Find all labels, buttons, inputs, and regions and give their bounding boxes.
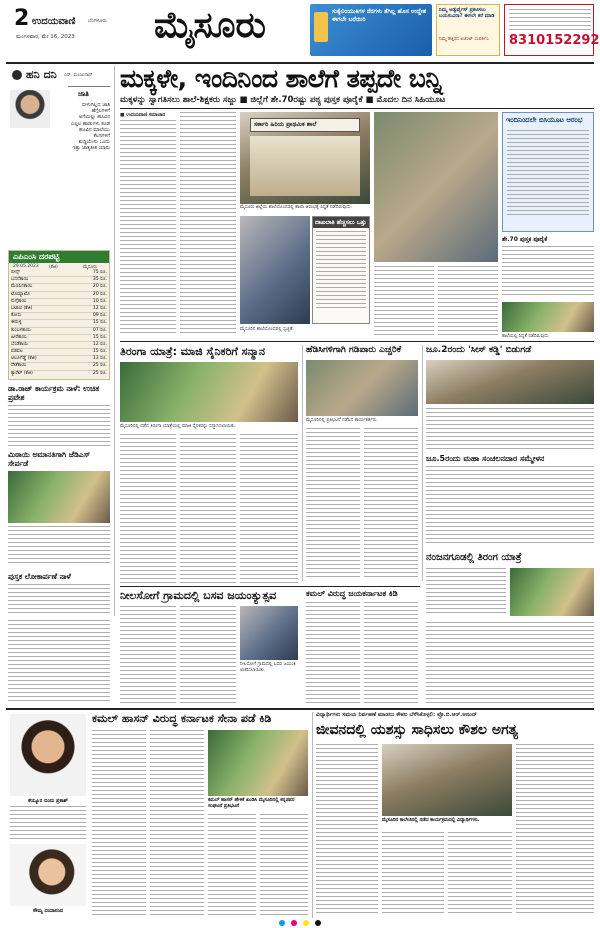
lead-subhead: ಮಕ್ಕಳನ್ನು ಸ್ವಾಗತಿಸಲು ಶಾಲೆ-ಶಿಕ್ಷಕರು ಸಜ್ಜು ■ ಜಿಲ್ಲೆಗೆ ಶೇ.70ರಷ್ಟು ಪಠ್ಯ ಪುಸ್ತಕ ಪೂರೈಕೆ ■ ಮೊದಲ ದಿನ ಸಿಹಿಯೂಟ (120, 95, 446, 105)
mid-divider-2 (422, 345, 423, 581)
rate-item-price: 07 ರೂ. (92, 327, 107, 333)
lead-photo-2-caption: ಮೈಸೂರಿನ ಶಾಲೆಯೊಂದರಲ್ಲಿ ಸ್ವಚ್ಛತೆ. (240, 327, 294, 332)
lead-column-2 (180, 112, 236, 336)
poem-line: ಎಲ್ಲಲ ಹಾಡುಗಳು ಕೂಡ (70, 120, 110, 127)
portrait-2 (10, 844, 86, 906)
ad3-phone: 8310152292 (509, 33, 600, 48)
rate-item-name: ಕ್ಯಾರೆಟ್ (ಕೆಜಿ) (11, 370, 33, 376)
poem-line: ಹೂವಿನ ಮಾಲೆಯು (79, 126, 110, 133)
hd-caption: ಮೈಸೂರಿನಲ್ಲಿ ಪ್ರತಿಭಟನೆ ನಡೆಸಿದ ಕಾರ್ಯಕರ್ತರು. (306, 418, 378, 423)
rate-item-name: ಈರುಳ್ಳಿ (11, 320, 22, 326)
rate-item-price: 13 ರೂ. (92, 356, 107, 362)
hd-photo (306, 360, 418, 416)
rate-item-name: ನುಗ್ಗೆಕಾಯಿ (11, 298, 27, 304)
school-sign-text: ಸರ್ಕಾರಿ ಹಿರಿಯ ಪ್ರಾಥಮಿಕ ಶಾಲೆ (254, 121, 317, 128)
bottom-right-kicker: ವಿದ್ಯಾರ್ಥಿಗಳು ಸಮಯ ನಿರ್ವಹಣೆ ಮಾಡಲು ಕೌಶಲ ಬೆಳೆಸಿಕೊಳ್ಳಲಿ: ಪ್ರೊ.ಬಿ.ಆರ್.ಆನಂದ್ (316, 712, 477, 718)
poem-title: ಜಾತಿ (78, 90, 89, 98)
hani-dani-column (8, 68, 110, 250)
rates-date: 29.05.2023 (13, 264, 39, 269)
ad-banner-1[interactable] (310, 4, 432, 56)
ad2-sub: ನಿಮ್ಮ ಹತ್ತಿರದ ಏಜೆಂಟ್ ಸಂಪರ್ಕಿಸಿ (439, 37, 489, 42)
portrait-1-caption: ಕೆಯ್ಯೂರ ಬಿಂದು ಪ್ರಕಾಶ್ (28, 798, 68, 804)
school-sign-board (250, 118, 360, 132)
portrait-1 (10, 714, 86, 796)
rate-row (11, 342, 107, 349)
left-article-3-body (8, 584, 110, 614)
right-photo (502, 302, 594, 332)
basava-caption: ನೀಲಸೋಗೆ ಗ್ರಾಮದಲ್ಲಿ ಬಸವ ಜಯಂತಿ ಆಚರಿಸಲಾಯಿತು. (240, 662, 296, 673)
tiranga-body-1 (120, 434, 176, 584)
hd-body-1 (306, 428, 360, 578)
poem-body (48, 102, 110, 152)
left-article-2-photo (8, 471, 110, 523)
column-author: ಎಸ್. ಮಂಜುನಾಥ್ (64, 73, 93, 78)
paper-name: ಉದಯವಾಣಿ (32, 16, 76, 27)
rate-item-name: ಕುಂಬಳಕಾಯಿ (11, 327, 31, 333)
midday-meal-body (507, 130, 589, 216)
rate-item-name: ಬೀನ್ಸ್ (11, 270, 20, 275)
tiranga-body-3 (240, 434, 298, 584)
bottom-section-rule (6, 708, 594, 710)
registration-marks (200, 920, 400, 926)
rate-item-price: 12 ರೂ. (92, 305, 107, 311)
rates-list (11, 270, 107, 378)
bottom-left-body-3 (208, 814, 256, 916)
rate-item-price: 25 ರೂ. (92, 363, 107, 369)
bottom-left-body-1 (92, 730, 146, 916)
bottom-left-body-4 (260, 814, 308, 916)
bottom-divider (312, 712, 313, 918)
portrait-2-caption: ಸೌಮ್ಯ ದಯಾನಂದ (32, 908, 64, 914)
nanjangud-photo (510, 568, 594, 616)
rate-item-name: ಸೌತೆಕಾಯಿ (11, 363, 27, 369)
bottom-right-headline: ಜೀವನದಲ್ಲಿ ಯಶಸ್ಸು ಸಾಧಿಸಲು ಕೌಶಲ ಅಗತ್ಯ (316, 722, 519, 738)
lead-col-4 (374, 266, 434, 336)
bottom-right-caption: ಮೈಸೂರಿನ ಕಾಲೇಜಿನಲ್ಲಿ ನಡೆದ ಕಾರ್ಯಕ್ರಮದಲ್ಲಿ ವಿದ್ಯಾರ್ಥಿಗಳು. (382, 818, 480, 823)
rate-item-price: 20 ರೂ. (92, 291, 107, 297)
rate-row (11, 320, 107, 327)
bottom-right-body-4 (516, 744, 594, 916)
lead-photo-school (240, 112, 370, 204)
midday-meal-title: ಇಂದಿನಿಂದಲೇ ಬಿಸಿಯೂಟ ಆರಂಭ (506, 116, 583, 124)
bottom-left-body-2 (150, 730, 204, 916)
poem-line: ಹೆಗ್ಗೆಲಗಳಿಗೆ (91, 108, 110, 115)
ad1-text: ಸುಕ್ಕೆಲಿಂಯುಕಿಗಳ ನೆರಗಳು ತೆಗಿಲ್ಲ ಹೊಸ ಉದ್ದೇಶ ಈಗಲೇ ಬರೆಯಿರಿ (332, 8, 427, 23)
basava-body-1 (120, 606, 176, 704)
lead-photo-teacher (374, 112, 498, 262)
poem-line: ಬೀಳುಗಿಲ್ಲದ ಜಾತಿ (81, 102, 110, 108)
left-col-divider (114, 66, 115, 616)
date-line: ಮಂಗಳವಾರ, ಮೇ 16, 2023 (16, 34, 75, 40)
enrollment-box (312, 216, 370, 324)
masthead-city: ಬೆಂಗಳೂರು (88, 18, 107, 24)
june2-photo (426, 360, 594, 404)
enrollment-box-title: ದಾಖಲಾತಿ ಹೆಚ್ಚಿಸಲು ಒತ್ತು (313, 217, 369, 228)
tiranga-body-2 (180, 434, 236, 584)
basava-rule (120, 586, 420, 587)
apmc-rates (8, 250, 110, 380)
rates-header (9, 251, 109, 263)
bottom-left-caption: ಕಮಲ್ ಹಾಸನ್ ಹೇಳಿಕೆ ಖಂಡಿಸಿ ಮೈಸೂರಿನಲ್ಲಿ ಕನ್ನಡಪರ ಸಂಘಟನೆ ಪ್ರತಿಭಟನೆ (208, 798, 295, 809)
ad-banner-2[interactable] (436, 4, 500, 56)
textbook-note-title: ಶೇ.70 ಪುಸ್ತಕ ಪೂರೈಕೆ (502, 236, 548, 243)
rate-item-price: 15 ರೂ. (92, 334, 107, 340)
rate-row (11, 328, 107, 335)
ad-phone-illustration (314, 12, 328, 42)
left-article-2-body (8, 526, 110, 566)
bottom-left-photo (208, 730, 308, 796)
kamal-small-body-2 (364, 602, 418, 704)
masthead (6, 4, 600, 60)
poem-line: ಇತ್ತು ಜಾತ್ಯತೀತ ಯಾರು (72, 145, 110, 152)
column-portrait (10, 90, 50, 128)
lead-col4-body (374, 266, 434, 336)
right-lower-body (426, 622, 594, 704)
rates-title: ಎಪಿಎಂಸಿ ದರಪಟ್ಟಿ (13, 252, 60, 261)
rate-item-price: 25 ರೂ. (92, 370, 107, 376)
lead-photo-caption: ಮೈಸೂರು ಜಿಲ್ಲೆಯ ಶಾಲೆಯೊಂದರಲ್ಲಿ ಶಾಲಾ ಆರಂಭಕ್ಕೆ ಸಿದ್ಧತೆ ನಡೆದಿರುವುದು. (240, 205, 353, 210)
school-building (250, 136, 360, 196)
june5-title: ಜೂ.5ರಂದು ಮಹಾ ಸಂಚಲನದಾರ ಸಮ್ಮೇಳನ (426, 454, 545, 463)
left-article-1-title: ಡಾ.ರಾಜ್ ಕಾರ್ಯಕ್ರಮ ನಾಳೆ: ಉಚಿತ ಪ್ರವೇಶ (8, 384, 100, 402)
rate-row (11, 371, 107, 378)
left-article-1 (8, 384, 110, 446)
column-title: ಹನಿ ದನಿ (26, 68, 57, 81)
rates-city: ಮೈಸೂರು (83, 265, 97, 270)
rate-item-price: 10 ರೂ. (92, 298, 107, 304)
lead-bottom-rule (120, 341, 594, 342)
rate-item-price: 15 ರೂ. (92, 349, 107, 355)
rate-item-price: 12 ರೂ. (92, 341, 107, 347)
mid-divider-1 (302, 345, 303, 581)
rate-row (11, 363, 107, 370)
basava-body-2 (180, 606, 236, 704)
left-article-2 (8, 450, 110, 568)
rate-item-price: 20 ರೂ. (92, 284, 107, 290)
poem-line: ಅಗೆಯಲ್ಲು ಹೂವಿನ (78, 114, 110, 121)
rates-unit: (ಕೆಜಿ) (49, 265, 58, 270)
lead-photo-2 (240, 216, 310, 324)
left-article-3 (8, 572, 110, 616)
rate-row (11, 284, 107, 291)
rate-item-name: ಬದನೆಕಾಯಿ (11, 277, 29, 283)
ad2-text: ನಿಮ್ಮ ಅಡ್ವೆರ್ಟೈಸ್ ಪ್ರಕಟಿಸಲು ಬಯಸುವಿರಾ? ಈಗಲೇ ಕರೆ ಮಾಡಿ (439, 7, 495, 19)
textbook-note-body (502, 246, 594, 298)
basava-title: ನೀಲಸೋಗೆ ಗ್ರಾಮದಲ್ಲಿ ಬಸವ ಜಯಂತ್ಯುತ್ಸವ (120, 589, 277, 602)
lead-col1-body (120, 120, 176, 334)
lead-col5-body (438, 266, 498, 336)
lead-rule (120, 108, 594, 109)
nanjangud-title: ನಂಜನಗೂಡಲ್ಲಿ ತಿರಂಗ ಯಾತ್ರೆ (426, 552, 522, 563)
rate-item-price: 09 ರೂ. (92, 313, 107, 319)
lead-byline: ■ ಉದಯವಾಣಿ ಸಮಾಚಾರ (120, 113, 166, 118)
tiranga-caption: ಮೈಸೂರಿನಲ್ಲಿ ನಡೆದ ತಿರಂಗಾ ಯಾತ್ರೆಯಲ್ಲಿ ಮಾಜಿ ಸೈನಿಕರನ್ನು ಸನ್ಮಾನಿಸಲಾಯಿತು. (120, 424, 237, 429)
enrollment-box-body (316, 231, 366, 311)
bottom-right-body-2 (382, 832, 444, 916)
left-article-1-body (8, 405, 110, 447)
rate-item-name: ಮೆಣಸಿನಕಾಯಿ (11, 284, 33, 290)
tiranga-photo (120, 362, 298, 422)
lead-col-5 (438, 266, 498, 336)
june2-title: ಜೂ.2ರಂದು 'ಸೀಸ್ ಕಡ್ಡಿ' ಬಿಡುಗಡೆ (426, 345, 532, 355)
hd-body-2 (364, 428, 418, 578)
left-article-2-title: ಮಿಠಾಯಿ ಅಮಾನತಿಗಾಗಿ ಜೆಡಿಎಸ್ ಸೇರ್ಪಡೆ (8, 450, 91, 468)
column-divider (68, 86, 110, 87)
bottom-right-body-3 (448, 832, 512, 916)
bottom-left-headline: ಕಮಲ್ ಹಾಸನ್ ವಿರುದ್ಧ ಕರ್ನಾಟಕ ಸೇನಾ ಪಡೆ ಕಿಡಿ (92, 712, 272, 725)
kamal-small-title: ಕಮಲ್ ವಿರುದ್ಧ ಜಯಕರ್ನಾಟಕ ಕಿಡಿ (306, 589, 398, 598)
rate-row (11, 299, 107, 306)
poem-line: ಶುದ್ಧಿಯೇನು ಒಂದು (78, 139, 110, 146)
rate-item-price: 75 ರೂ. (92, 270, 107, 275)
rate-item-name: ಆಲೂಗೆಡ್ಡೆ (ಕೆಜಿ) (11, 356, 37, 362)
rate-item-name: ಬೆಂಡೆಕಾಯಿ (11, 341, 29, 347)
section-title: ಮೈಸೂರು (154, 4, 266, 46)
right-photo-caption: ಶಾಲೆಯಲ್ಲಿ ಸಿದ್ಧತೆ ನಡೆದಿರುವುದು (502, 334, 549, 339)
june2-body (426, 408, 594, 450)
tiranga-title: ತಿರಂಗಾ ಯಾತ್ರೆ: ಮಾಜಿ ಸೈನಿಕರಿಗೆ ಸನ್ಮಾನ (120, 345, 266, 358)
rate-row (11, 292, 107, 299)
bottom-right-body-1 (316, 744, 378, 916)
rate-item-name: ಪಡವಲ (11, 349, 23, 355)
lead-column-1 (120, 112, 176, 336)
portrait-1-note (10, 806, 86, 840)
nanjangud-body (426, 568, 506, 616)
rate-item-name: ಹೀರೆಕಾಯಿ (11, 334, 27, 340)
midday-meal-box (502, 112, 594, 232)
poem-line: ಕೆಲಸಗಳಿಗೆ (93, 133, 110, 140)
rate-row (11, 335, 107, 342)
lead-headline: ಮಕ್ಕಳೇ, ಇಂದಿನಿಂದ ಶಾಲೆಗೆ ತಪ್ಪದೇ ಬನ್ನಿ (120, 64, 443, 93)
bottom-right-photo (382, 744, 512, 816)
ad-banner-3[interactable] (504, 4, 600, 56)
rate-item-name: ಕೋಸು (11, 313, 22, 319)
ad3-body (509, 9, 591, 31)
rate-item-name: ಟೊಮ್ಯಾಟೊ (11, 291, 30, 297)
rate-item-name: ಬಟಾಣಿ (ಕೆಜಿ) (11, 305, 33, 311)
rate-item-price: 15 ರೂ. (92, 320, 107, 326)
june5-body (426, 466, 594, 546)
hd-title: ಹೆಡಿಸಿಗಳಿಗಾಗಿ ಗಡಿಪಾರು ಎಚ್ಚರಿಕೆ (306, 345, 402, 355)
basava-photo (240, 606, 298, 660)
left-article-3-title: ಪುಸ್ತಕ ಲೋಕಾರ್ಪಣೆ ನಾಳೆ (8, 572, 71, 581)
page-number: 2 (14, 6, 30, 31)
kamal-small-body-1 (306, 602, 360, 704)
left-lower-body (8, 620, 110, 704)
lead-col2-body (180, 112, 236, 336)
rate-item-price: 35 ರೂ. (92, 277, 107, 283)
